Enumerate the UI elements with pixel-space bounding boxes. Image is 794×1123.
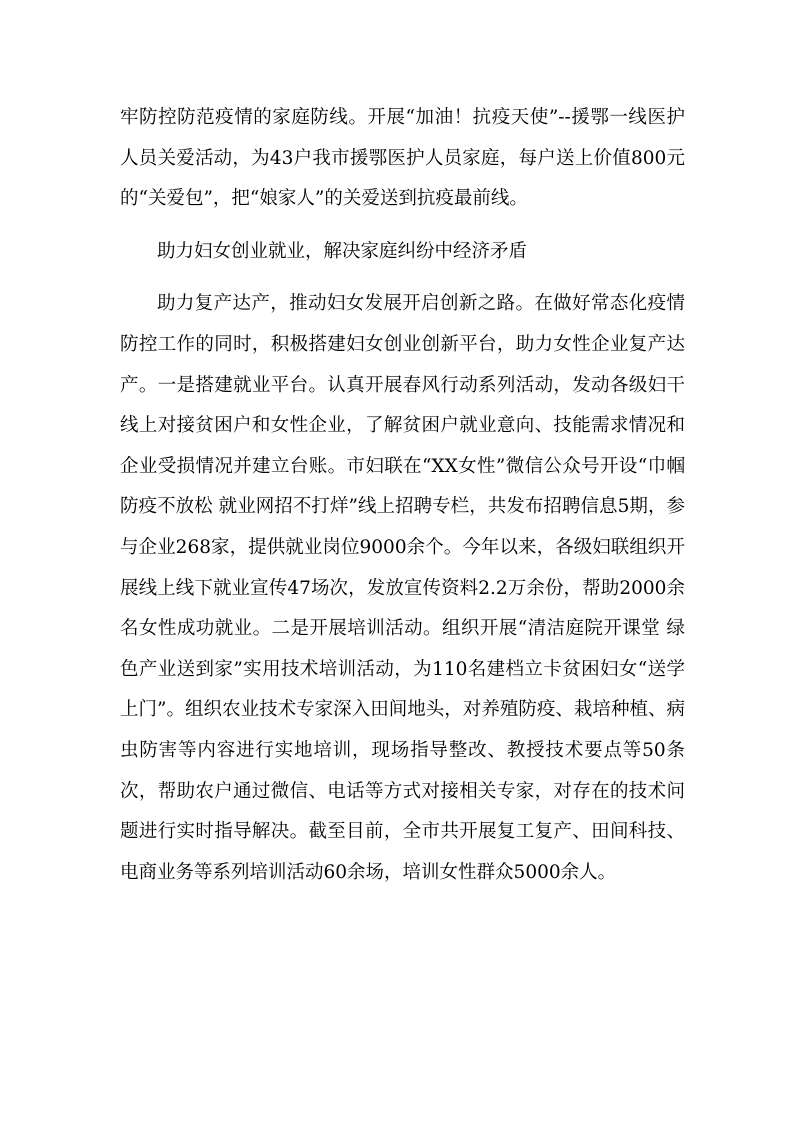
paragraph-body: 助力复产达产，推动妇女发展开启创新之路。在做好常态化疫情防控工作的同时，积极搭建妇女创业创新平台，助力女性企业复产达产。一是搭建就业平台。认真开展春风行动系列活动，发动各级妇干线上对接贫困户和女性企业，了解贫困户就业意向、技能需求情况和企业受损情况并建立台账。市妇联在“XX女性”微信公众号开设“巾帼防疫不放松 就业网招不打烊”线上招聘专栏，共发布招聘信息5期，参与企业268家，提供就业岗位9000余个。今年以来，各级妇联组织开展线上线下就业宣传47场次，发放宣传资料2.2万余份，帮助2000余名女性成功就业。二是开展培训活动。组织开展“清洁庭院开课堂 绿色产业送到家”实用技术培训活动，为110名建档立卡贫困妇女“送学上门”。组织农业技术专家深入田间地头，对养殖防疫、栽培种植、病虫防害等内容进行实地培训，现场指导整改、教授技术要点等50条次，帮助农户通过微信、电话等方式对接相关专家，对存在的技术问题进行实时指导解决。截至目前，全市共开展复工复产、田间科技、电商业务等系列培训活动60余场，培训女性群众5000余人。: [120, 293, 685, 883]
section-heading: 助力妇女创业就业，解决家庭纠纷中经济矛盾: [157, 240, 528, 262]
document-body: [120, 98, 685, 893]
paragraph-continuation: 牢防控防范疫情的家庭防线。开展“加油！抗疫天使”--援鄂一线医护人员关爱活动，为43户我市援鄂医护人员家庭，每户送上价值800元的“关爱包”，把“娘家人”的关爱送到抗疫最前线。: [120, 107, 685, 210]
